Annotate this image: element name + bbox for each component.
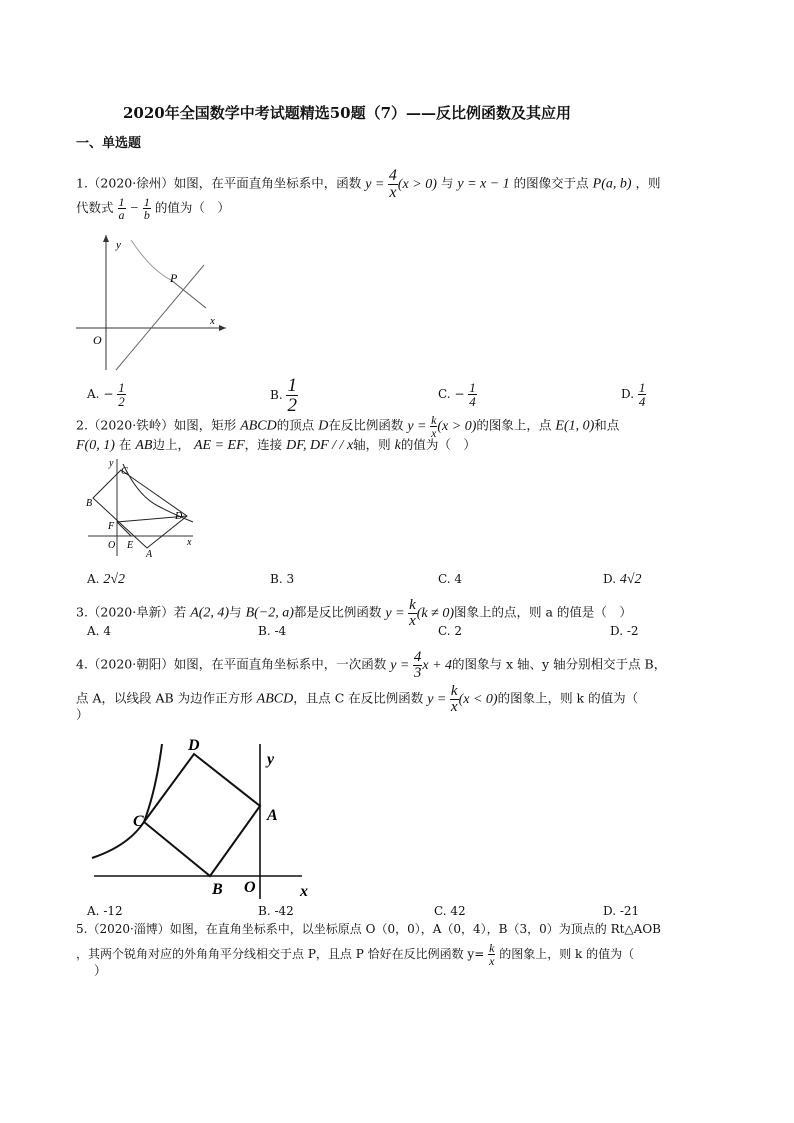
q3-option-c[interactable]: C. 2 [438, 624, 463, 638]
q1-fig-p: P [170, 271, 178, 285]
q4-option-b[interactable]: B. -42 [258, 904, 294, 918]
q3-option-d[interactable]: D. -2 [610, 624, 639, 638]
page-title: 2020年全国数学中考试题精选50题（7）——反比例函数及其应用 [123, 104, 572, 122]
q1-figure [76, 230, 236, 375]
q2-figure [83, 456, 203, 560]
svg-text:x: x [187, 537, 192, 548]
svg-text:E: E [127, 540, 134, 551]
question-5-line-3: ） [94, 963, 107, 978]
q1-expr-frac-2: $\frac{1}{b}$ [143, 195, 150, 222]
q1-function-2: y = x − 1 [457, 176, 510, 192]
svg-text:y: y [109, 458, 114, 469]
svg-text:A: A [146, 549, 153, 560]
q4-option-a[interactable]: A. -12 [87, 904, 123, 918]
question-4-line-1: 4.（2020·朝阳）如图，在平面直角坐标系中，一次函数 y = $\frac{4}{3}$ x + 4的图象与 x 轴、y 轴分别相交于点 B， [76, 649, 667, 681]
question-5-line-1: 5.（2020·淄博）如图，在直角坐标系中，以坐标原点 O（0，0），A（0，4），B（3，0）为顶点的 Rt△AOB [76, 922, 661, 936]
q4-figure [86, 734, 326, 900]
question-1-line-1: 1.（2020·徐州）如图，在平面直角坐标系中，函数 y = $\frac{4}{x}$ (x > 0) 与 y = x − 1 的图像交于点 P(a, b) ，则 [76, 167, 661, 201]
q2-option-a[interactable]: A. 2√2 [87, 572, 125, 587]
question-2-line-1: 2.（2020·铁岭）如图，矩形 ABCD的顶点 D在反比例函数 y = $\frac{k}{x}$ (x > 0)的图象上，点 E(1, 0)和点 [76, 413, 620, 440]
q2-option-b[interactable]: B. 3 [270, 572, 295, 586]
question-2-line-2: F(0, 1) 在 AB边上， AE = EF，连接 DF, DF / / x轴，则 k的值为（ ） [76, 437, 476, 453]
question-5-line-2: ，其两个锐角对应的外角角平分线相交于点 P，且点 P 恰好在反比例函数 y= $\frac{k}{x}$ 的图象上，则 k 的值为（ [76, 941, 635, 968]
svg-text:O: O [244, 879, 256, 896]
q1-option-a[interactable]: A. − $\frac{1}{2}$ [87, 380, 125, 409]
q1-function-1: y = $\frac{4}{x}$ (x > 0) [365, 167, 437, 201]
svg-text:A: A [267, 807, 278, 824]
q1-option-d[interactable]: D. $\frac{1}{4}$ [621, 380, 646, 409]
q2-option-c[interactable]: C. 4 [438, 572, 463, 586]
svg-text:D: D [175, 511, 183, 522]
svg-text:B: B [86, 498, 93, 509]
q4-option-c[interactable]: C. 42 [434, 904, 466, 918]
question-3: 3.（2020·阜新）若 A(2, 4)与 B(−2, a)都是反比例函数 y = $\frac{k}{x}$ (k ≠ 0)图象上的点，则 a 的值是（ ） [76, 597, 632, 629]
question-4-line-2: 点 A，以线段 AB 为边作正方形 ABCD，且点 C 在反比例函数 y = $\frac{k}{x}$ (x < 0)的图象上，则 k 的值为（ [76, 683, 639, 715]
svg-text:D: D [188, 737, 200, 754]
q1-fig-y: y [116, 239, 121, 251]
q1-expr-frac-1: $\frac{1}{a}$ [118, 195, 125, 222]
svg-text:y: y [267, 751, 275, 768]
q1-fig-x: x [210, 315, 215, 327]
svg-text:C: C [121, 466, 128, 477]
section-heading: 一、单选题 [76, 136, 142, 151]
question-4-line-3: ） [76, 707, 89, 722]
svg-text:O: O [108, 540, 116, 551]
svg-text:C: C [133, 813, 144, 830]
q1-point: P(a, b) [592, 176, 632, 192]
q3-option-a[interactable]: A. 4 [87, 624, 111, 638]
q2-option-d[interactable]: D. 4√2 [603, 572, 642, 587]
q1-fig-o: O [93, 333, 102, 347]
q3-option-b[interactable]: B. -4 [258, 624, 287, 638]
q4-option-d[interactable]: D. -21 [603, 904, 640, 918]
q1-option-b[interactable]: B. $\frac{1}{2}$ [270, 375, 297, 416]
q1-option-c[interactable]: C. − $\frac{1}{4}$ [438, 380, 476, 409]
q1-text: 1.（2020·徐州）如图，在平面直角坐标系中，函数 [76, 175, 362, 191]
question-1-line-2: 代数式 $\frac{1}{a}$ − $\frac{1}{b}$ 的值为（ ） [76, 195, 230, 222]
svg-text:F: F [108, 521, 115, 532]
svg-text:x: x [300, 883, 308, 900]
svg-text:B: B [212, 881, 223, 898]
